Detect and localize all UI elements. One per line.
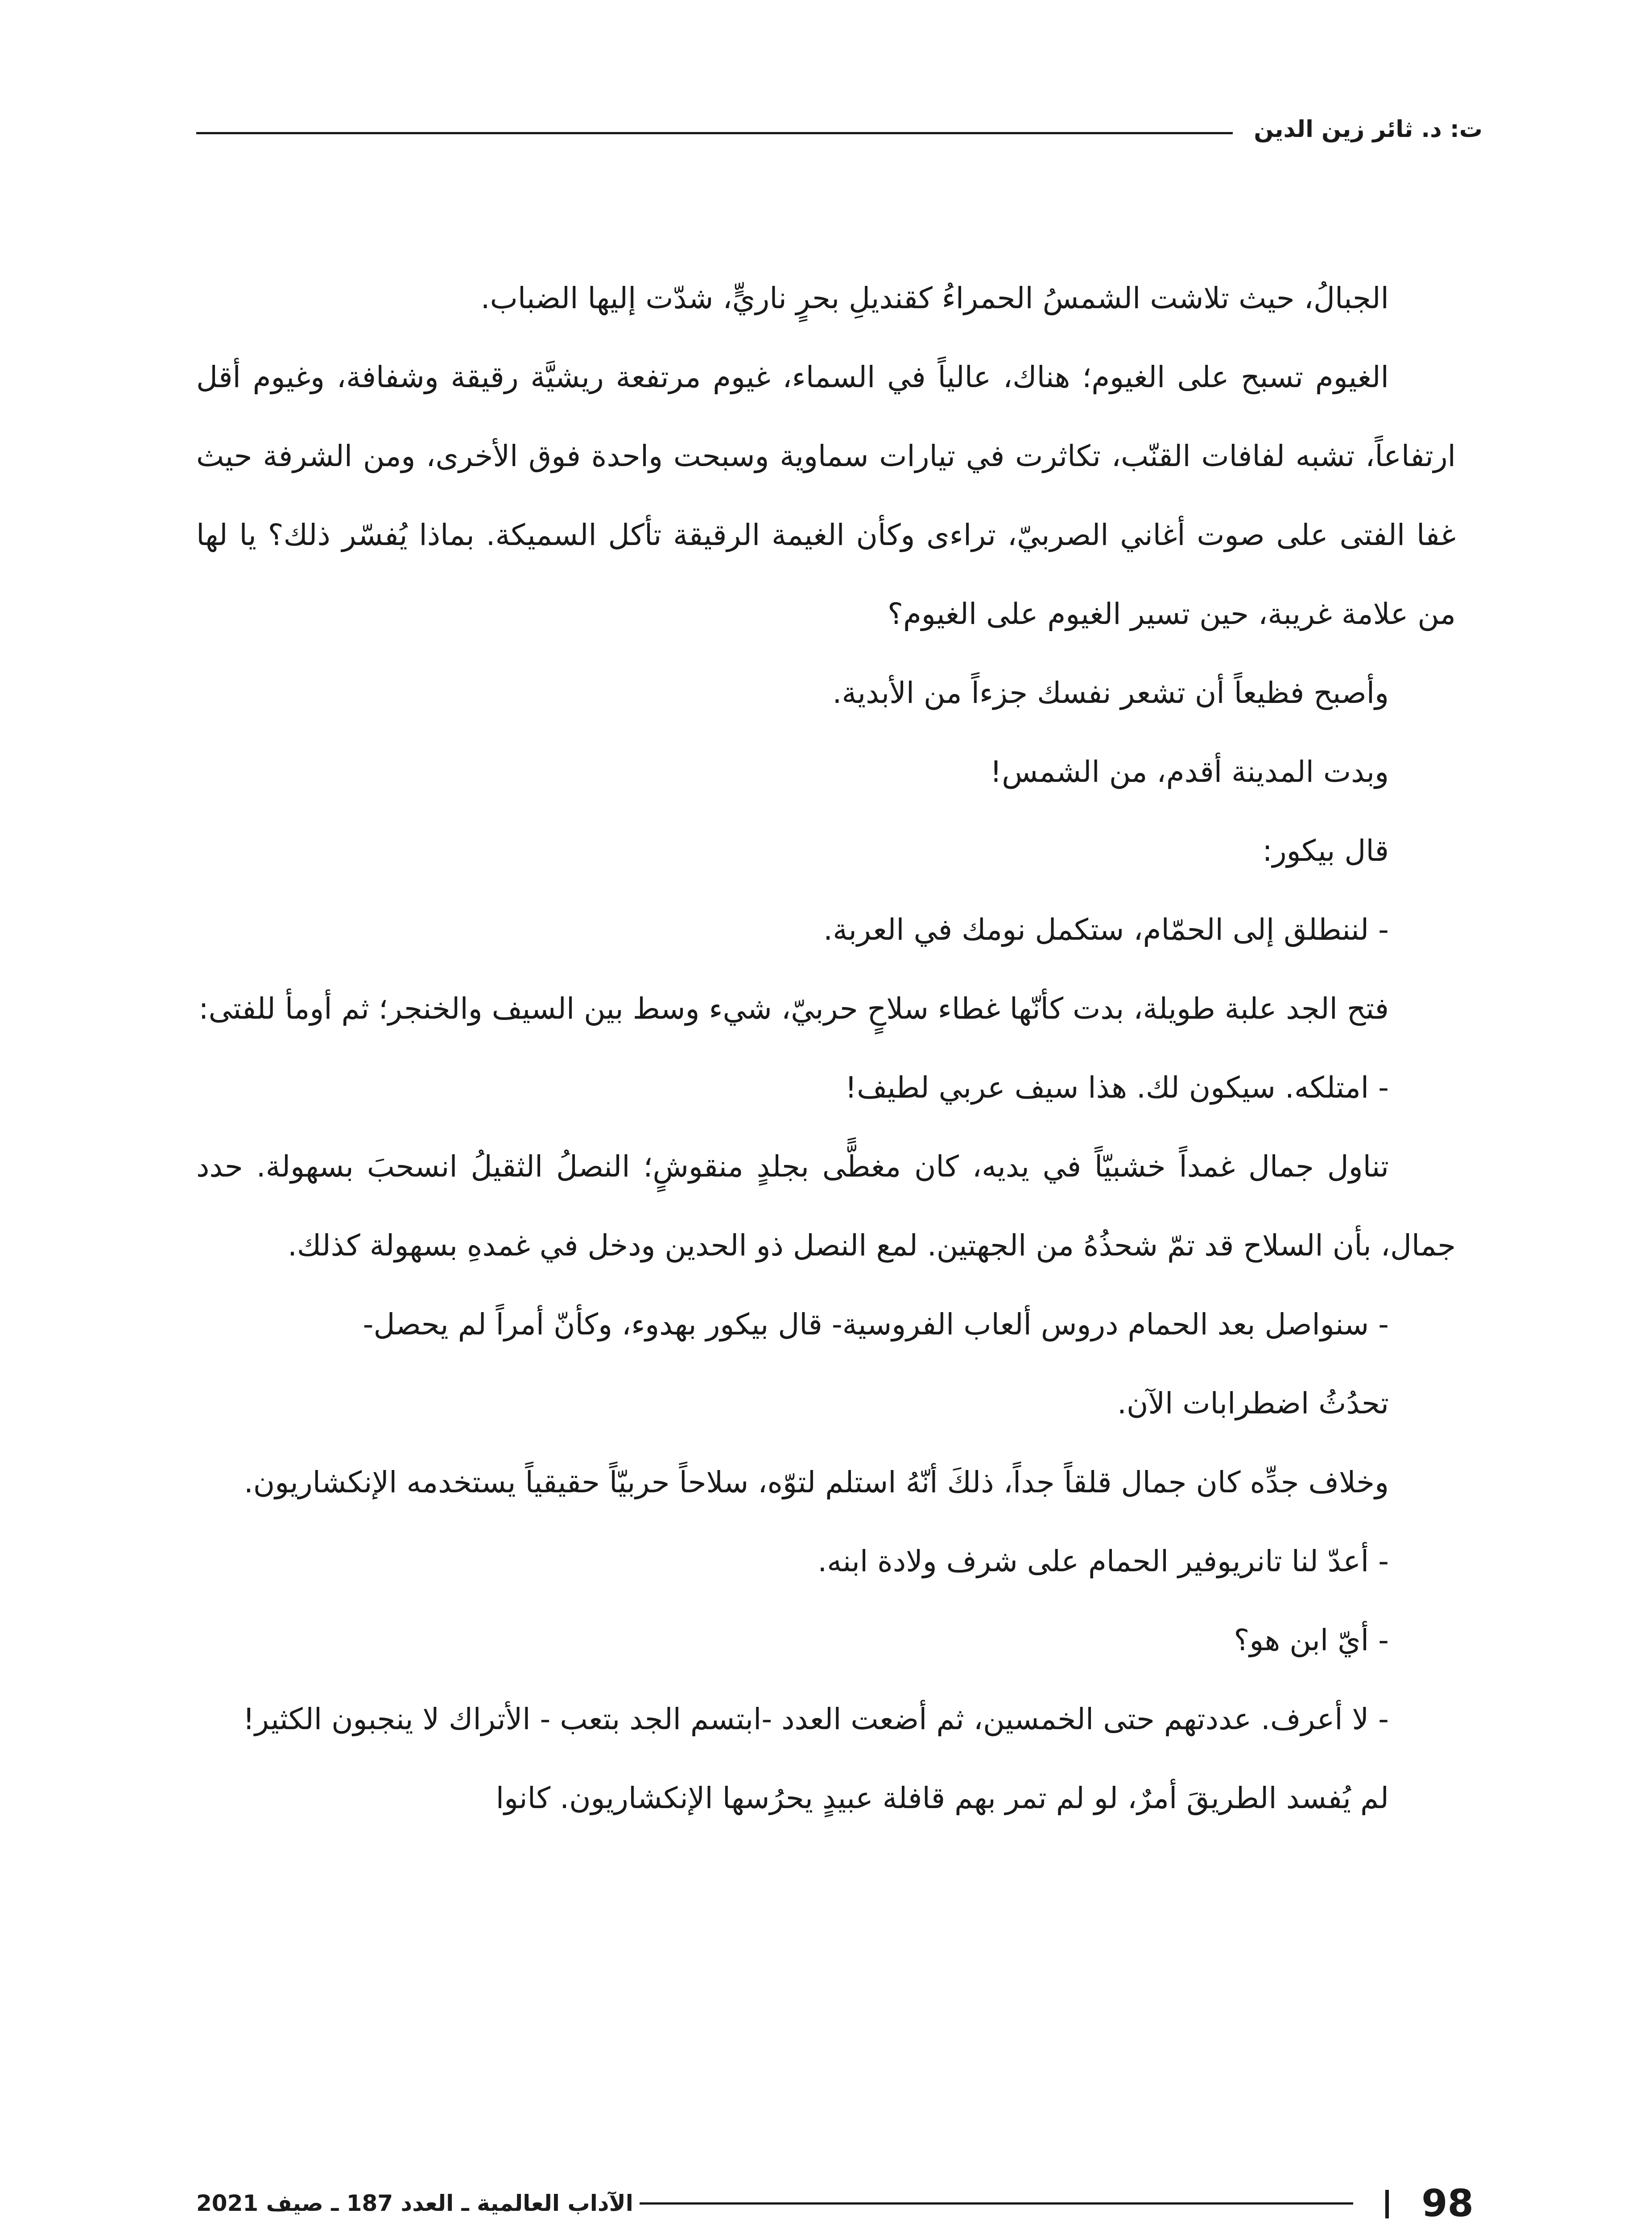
footer-rule (640, 2202, 1353, 2205)
paragraph: فتح الجد علبة طويلة، بدت كأنّها غطاء سلاحٍ حربيّ، شيء وسط بين السيف والخنجر؛ ثم أومأ للفتى: (198, 991, 1389, 1026)
page-number: 98 (1421, 2181, 1474, 2225)
article-body (196, 259, 1456, 1838)
header-rule (196, 132, 1233, 134)
paragraph: وأصبح فظيعاً أن تشعر نفسك جزءاً من الأبدية. (832, 676, 1389, 710)
paragraph: الجبالُ، حيث تلاشت الشمسُ الحمراءُ كقنديلِ بحرٍ ناريٍّ، شدّت إليها الضباب. (480, 281, 1389, 315)
paragraph: وخلاف جدِّه كان جمال قلقاً جداً، ذلكَ أنّهُ استلم لتوّه، سلاحاً حربيّاً حقيقياً يستخدمه الإنكشاريون. (244, 1465, 1389, 1499)
dialogue-line: - أعدّ لنا تانريوفير الحمام على شرف ولادة ابنه. (818, 1544, 1389, 1578)
header-author: ت: د. ثائر زين الدين (1254, 116, 1483, 143)
footer-journal-info: الآداب العالمية ـ العدد 187 ـ صيف 2021 (196, 2190, 633, 2216)
paragraph: لم يُفسد الطريقَ أمرٌ، لو لم تمر بهم قافلة عبيدٍ يحرُسها الإنكشاريون. كانوا (496, 1781, 1389, 1815)
footer-divider-bar (1385, 2190, 1389, 2218)
paragraph: قال بيكور: (1262, 834, 1389, 868)
running-header (196, 112, 1483, 161)
paragraph: الغيوم تسبح على الغيوم؛ هناك، عالياً في السماء، غيوم مرتفعة ريشيَّة رقيقة وشفافة، وغيوم أقل ارتفاعاً، تشبه لفافات القنّب، تكاثرت في تيارات سماوية وسبحت واحدة فوق الأخرى، ومن الشرفة حيث غفا الفتى على صوت أغاني الصربيّ، تراءى وكأن الغيمة الرقيقة تأكل السميكة. بماذا يُفسّر ذلك؟ يا لها من علامة غريبة، حين تسير الغيوم على الغيوم؟ (196, 360, 1456, 631)
dialogue-line: - امتلكه. سيكون لك. هذا سيف عربي لطيف! (845, 1070, 1389, 1105)
dialogue-line: - أيّ ابن هو؟ (1234, 1623, 1389, 1657)
paragraph: تحدُثُ اضطرابات الآن. (1117, 1386, 1389, 1421)
page-footer (196, 2176, 1474, 2230)
paragraph: وبدت المدينة أقدم، من الشمس! (990, 755, 1389, 789)
dialogue-line: - لا أعرف. عددتهم حتى الخمسين، ثم أضعت العدد -ابتسم الجد بتعب - الأتراك لا ينجبون الكثير! (243, 1702, 1389, 1736)
dialogue-line: - لننطلق إلى الحمّام، ستكمل نومك في العربة. (823, 913, 1389, 947)
dialogue-line: - سنواصل بعد الحمام دروس ألعاب الفروسية- قال بيكور بهدوء، وكأنّ أمراً لم يحصل- (363, 1307, 1389, 1342)
paragraph: تناول جمال غمداً خشبيّاً في يديه، كان مغطًّى بجلدٍ منقوشٍ؛ النصلُ الثقيلُ انسحبَ بسهولة. حدد جمال، بأن السلاح قد تمّ شحذُهُ من الجهتين. لمع النصل ذو الحدين ودخل في غمدهِ بسهولة كذلك. (196, 1149, 1456, 1263)
